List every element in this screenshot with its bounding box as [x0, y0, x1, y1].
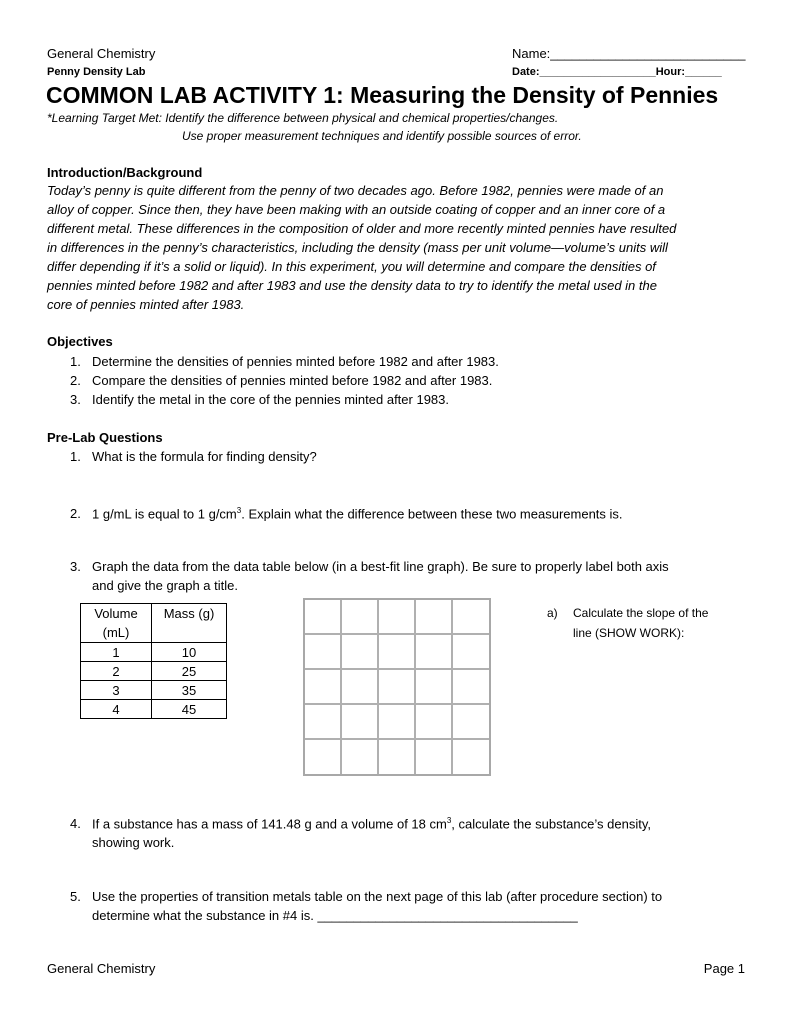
question-text — [92, 506, 623, 521]
table-cell: 35 — [152, 681, 227, 700]
table-row — [81, 700, 227, 719]
prelab-question-4 — [70, 816, 651, 831]
question-text-continued: and give the graph a title. — [92, 578, 238, 593]
table-row — [81, 681, 227, 700]
question-text: Graph the data from the data table below (in a best-fit line graph). Be sure to properly label both axis — [92, 559, 669, 574]
superscript: 3 — [236, 506, 242, 515]
table-row — [81, 662, 227, 681]
slope-question-line2: line (SHOW WORK): — [573, 626, 685, 640]
grid-line — [377, 600, 379, 774]
intro-line: Today’s penny is quite different from the penny of two decades ago. Before 1982, pennies were made of an — [47, 183, 664, 198]
data-table — [80, 603, 227, 719]
question-text: What is the formula for finding density? — [92, 449, 317, 464]
learning-target-line1: *Learning Target Met: Identify the difference between physical and chemical properties/changes. — [47, 111, 559, 125]
grid-line — [340, 600, 342, 774]
table-cell: 2 — [81, 662, 152, 681]
objective-number: 3. — [70, 392, 81, 407]
intro-line: differ depending if it’s a solid or liquid). In this experiment, you will determine and compare the densities of — [47, 259, 656, 274]
question-text-part: If a substance has a mass of 141.48 g and a volume of 18 cm — [92, 816, 447, 832]
question-text-part: , calculate the substance’s density, — [451, 816, 651, 832]
question-text-part: 1 g/mL is equal to 1 g/cm — [92, 506, 237, 522]
question-number: 1. — [70, 449, 81, 464]
footer-course: General Chemistry — [47, 961, 156, 976]
date-hour-field: Date:___________________Hour:______ — [512, 66, 722, 78]
learning-target-line2: Use proper measurement techniques and identify possible sources of error. — [182, 129, 582, 143]
slope-question-line1: Calculate the slope of the — [573, 606, 709, 620]
question-number: 3. — [70, 559, 81, 574]
table-cell: 1 — [81, 643, 152, 662]
grid-line — [305, 738, 489, 740]
table-cell: 3 — [81, 681, 152, 700]
grid-line — [305, 703, 489, 705]
objectives-heading: Objectives — [47, 334, 113, 349]
prelab-question-3 — [70, 559, 669, 574]
slope-question-label: a) — [547, 606, 558, 620]
intro-line: in differences in the penny’s characteristics, including the density (mass per unit volume—volume’s units will — [47, 240, 668, 255]
intro-line: alloy of copper. Since then, they have been making with an outside coating of copper and an inner core of a — [47, 202, 666, 217]
page-number: Page 1 — [703, 961, 745, 976]
course-name: General Chemistry — [47, 46, 156, 61]
table-cell: 25 — [152, 662, 227, 681]
objective-item — [70, 373, 492, 388]
objective-text: Compare the densities of pennies minted before 1982 and after 1983. — [92, 373, 493, 388]
superscript: 3 — [446, 816, 452, 825]
objective-item — [70, 354, 499, 369]
table-cell: 4 — [81, 700, 152, 719]
question-number: 5. — [70, 889, 81, 904]
table-header-volume: Volume (mL) — [81, 604, 152, 643]
table-cell: 10 — [152, 643, 227, 662]
intro-line: different metal. These differences in the composition of older and more recently minted pennies have resulted — [47, 221, 677, 236]
objective-number: 1. — [70, 354, 81, 369]
question-number: 4. — [70, 816, 81, 832]
question-text-continued: determine what the substance in #4 is. ____________________________________ — [92, 908, 578, 923]
objective-text: Determine the densities of pennies minted before 1982 and after 1983. — [92, 354, 499, 369]
prelab-heading: Pre-Lab Questions — [47, 430, 163, 445]
grid-line — [305, 633, 489, 635]
graph-grid — [303, 598, 491, 776]
prelab-question-1 — [70, 449, 317, 464]
objective-text: Identify the metal in the core of the pennies minted after 1983. — [92, 392, 449, 407]
question-text-continued: showing work. — [92, 835, 175, 850]
grid-line — [305, 668, 489, 670]
grid-line — [414, 600, 416, 774]
prelab-question-2 — [70, 506, 623, 521]
lab-name: Penny Density Lab — [47, 66, 146, 78]
question-text: Use the properties of transition metals table on the next page of this lab (after procedure section) to — [92, 889, 663, 904]
objective-item — [70, 392, 449, 407]
question-number: 2. — [70, 506, 81, 522]
intro-line: core of pennies minted after 1983. — [47, 297, 245, 312]
page-title: COMMON LAB ACTIVITY 1: Measuring the Density of Pennies — [46, 82, 719, 108]
question-text-part: . Explain what the difference between these two measurements is. — [241, 506, 623, 522]
table-row — [81, 643, 227, 662]
table-header-row — [81, 604, 227, 643]
grid-line — [451, 600, 453, 774]
intro-line: pennies minted before 1982 and after 1983 and use the density data to try to identify the metal used in the — [47, 278, 657, 293]
objective-number: 2. — [70, 373, 81, 388]
table-cell: 45 — [152, 700, 227, 719]
student-name-field: Name:___________________________ — [512, 46, 746, 61]
intro-heading: Introduction/Background — [47, 165, 203, 180]
question-text — [92, 816, 651, 831]
table-header-mass: Mass (g) — [152, 604, 227, 643]
prelab-question-5 — [70, 889, 662, 904]
